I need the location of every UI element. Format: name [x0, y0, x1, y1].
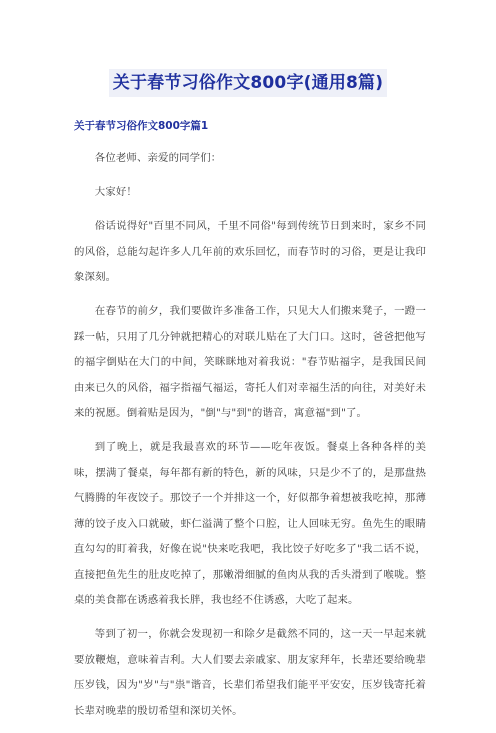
document-body — [74, 146, 426, 733]
paragraph-new-year-eve-dinner: 到了晚上，就是我最喜欢的环节——吃年夜饭。餐桌上各种各样的美味，摆满了餐桌，每年都有新的特色，新的风味，只是少不了的，是那盘热气腾腾的年夜饺子。那饺子一个并排这一个，好似都争着想被我吃掉，那薄薄的饺子皮入口就破，虾仁溢满了整个口腔，让人回味无穷。鱼先生的眼睛直勾勾的盯着我，好像在说"快来吃我吧，我比饺子好吃多了"我二话不说，直接把鱼先生的肚皮吃掉了，那嫩滑细腻的鱼肉从我的舌头滑到了喉咙。整桌的美食都在诱惑着我长胖，我也经不住诱惑，大吃了起来。 — [74, 441, 426, 606]
paragraph-preparation: 在春节的前夕，我们要做许多准备工作，只见大人们搬来凳子，一蹬一踩一帖，只用了几分钟就把精心的对联儿贴在了大门口。这时，爸爸把他写的福字倒贴在大门的中间，笑眯眯地对着我说："春节贴福字，是我国民间由来已久的风俗，福字指福气福运，寄托人们对幸福生活的向往，对美好未来的祝愿。倒着贴是因为，"倒"与"到"的谐音，寓意福"到"了。 — [74, 305, 426, 419]
paragraph-greeting: 大家好！ — [94, 186, 137, 198]
paragraph-salutation: 各位老师、亲爱的同学们： — [94, 152, 222, 164]
document-title: 关于春节习俗作文800字(通用8篇) — [109, 69, 387, 97]
title-container — [0, 69, 496, 97]
section-heading: 关于春节习俗作文800字篇1 — [74, 120, 209, 132]
paragraph-intro: 俗话说得好"百里不同风，千里不同俗"每到传统节日到来时，家乡不同的风俗，总能勾起许多人几年前的欢乐回忆，而春节时的习俗，更是让我印象深刻。 — [74, 220, 426, 283]
paragraph-first-day: 等到了初一，你就会发现初一和除夕是截然不同的，这一天一早起来就要放鞭炮，意味着吉利。大人们要去亲戚家、朋友家拜年，长辈还要给晚辈压岁钱，因为"岁"与"祟"谐音，长辈们希望我们能平平安安，压岁钱寄托着长辈对晚辈的殷切希望和深切关怀。 — [74, 628, 426, 717]
